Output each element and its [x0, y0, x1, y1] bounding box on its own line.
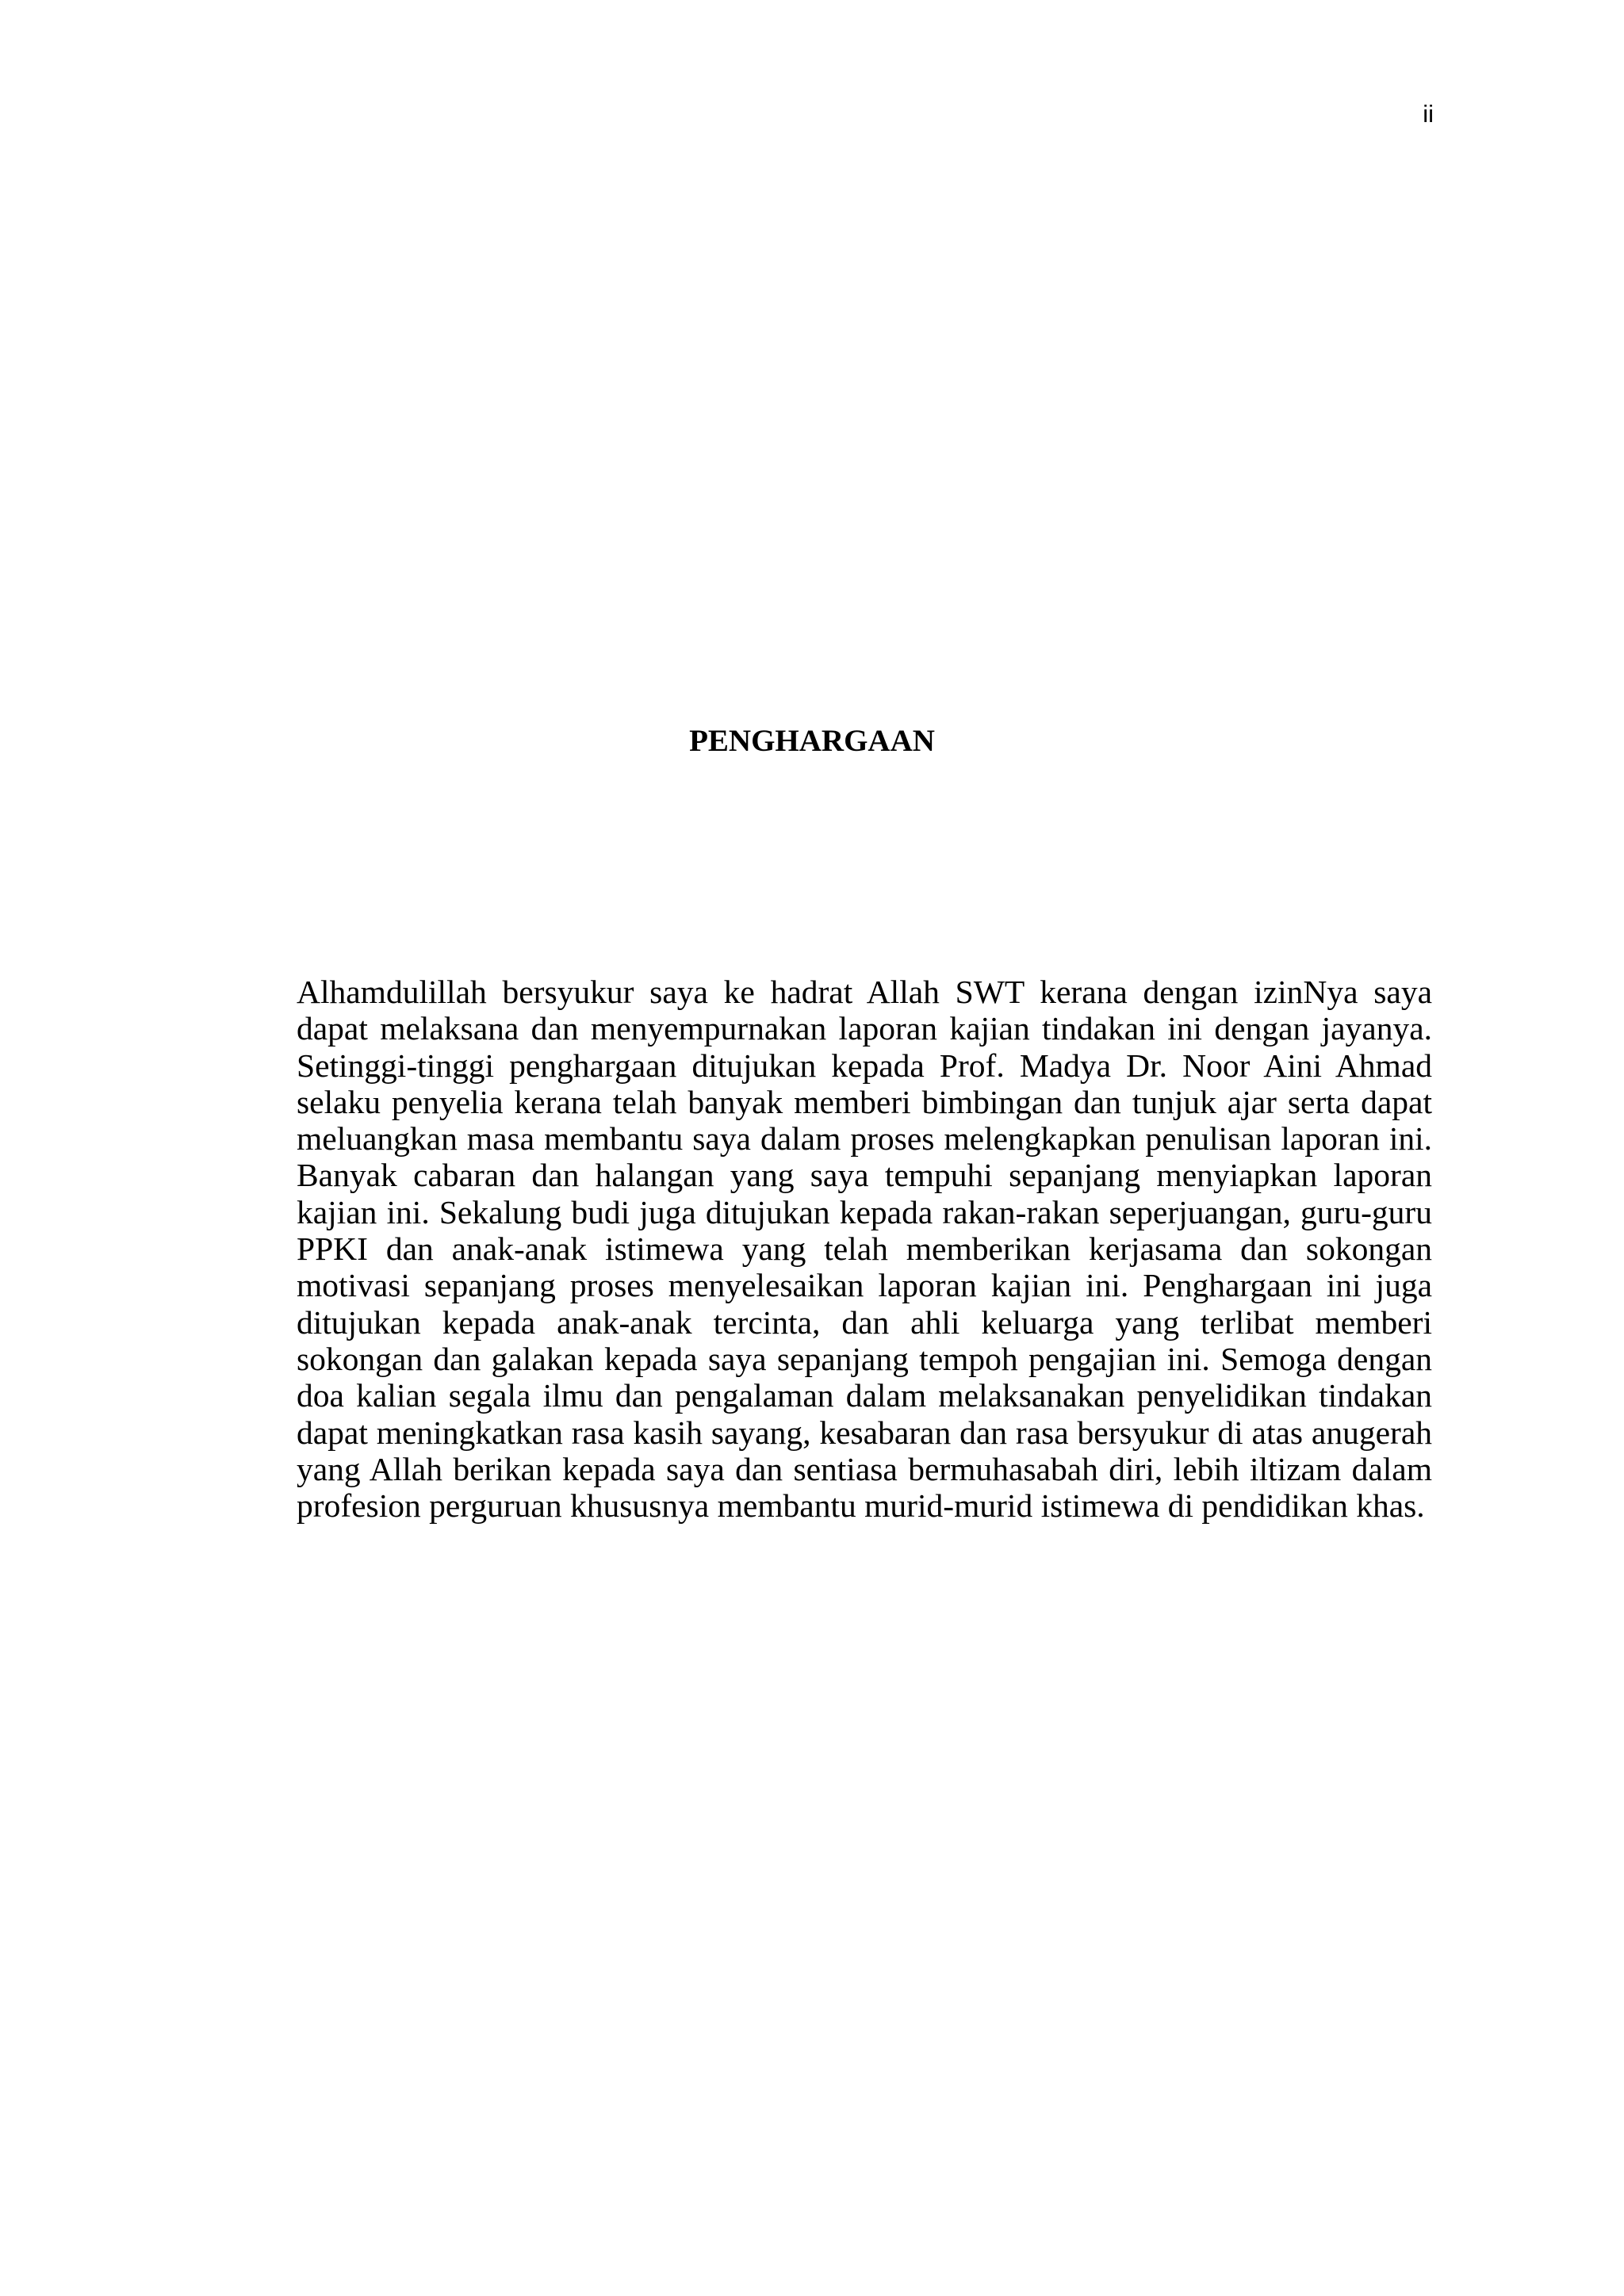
page-title: PENGHARGAAN [689, 724, 935, 758]
page-number: ii [1423, 100, 1434, 128]
acknowledgement-paragraph: Alhamdulillah bersyukur saya ke hadrat Allah SWT kerana dengan izinNya saya dapat melaksana dan menyempurnakan laporan kajian tindakan ini dengan jayanya. Setinggi-tinggi penghargaan ditujukan kepada Prof. Madya Dr. Noor Aini Ahmad selaku penyelia kerana telah banyak memberi bimbingan dan tunjuk ajar serta dapat meluangkan masa membantu saya dalam proses melengkapkan penulisan laporan ini. Banyak cabaran dan halangan yang saya tempuhi sepanjang menyiapkan laporan kajian ini. Sekalung budi juga ditujukan kepada rakan-rakan seperjuangan, guru-guru PPKI dan anak-anak istimewa yang telah memberikan kerjasama dan sokongan motivasi sepanjang proses menyelesaikan laporan kajian ini. Penghargaan ini juga ditujukan kepada anak-anak tercinta, dan ahli keluarga yang terlibat memberi sokongan dan galakan kepada saya sepanjang tempoh pengajian ini. Semoga dengan doa kalian segala ilmu dan pengalaman dalam melaksanakan penyelidikan tindakan dapat meningkatkan rasa kasih sayang, kesabaran dan rasa bersyukur di atas anugerah yang Allah berikan kepada saya dan sentiasa bermuhasabah diri, lebih iltizam dalam profesion perguruan khususnya membantu murid-murid istimewa di pendidikan khas. [297, 974, 1432, 1525]
